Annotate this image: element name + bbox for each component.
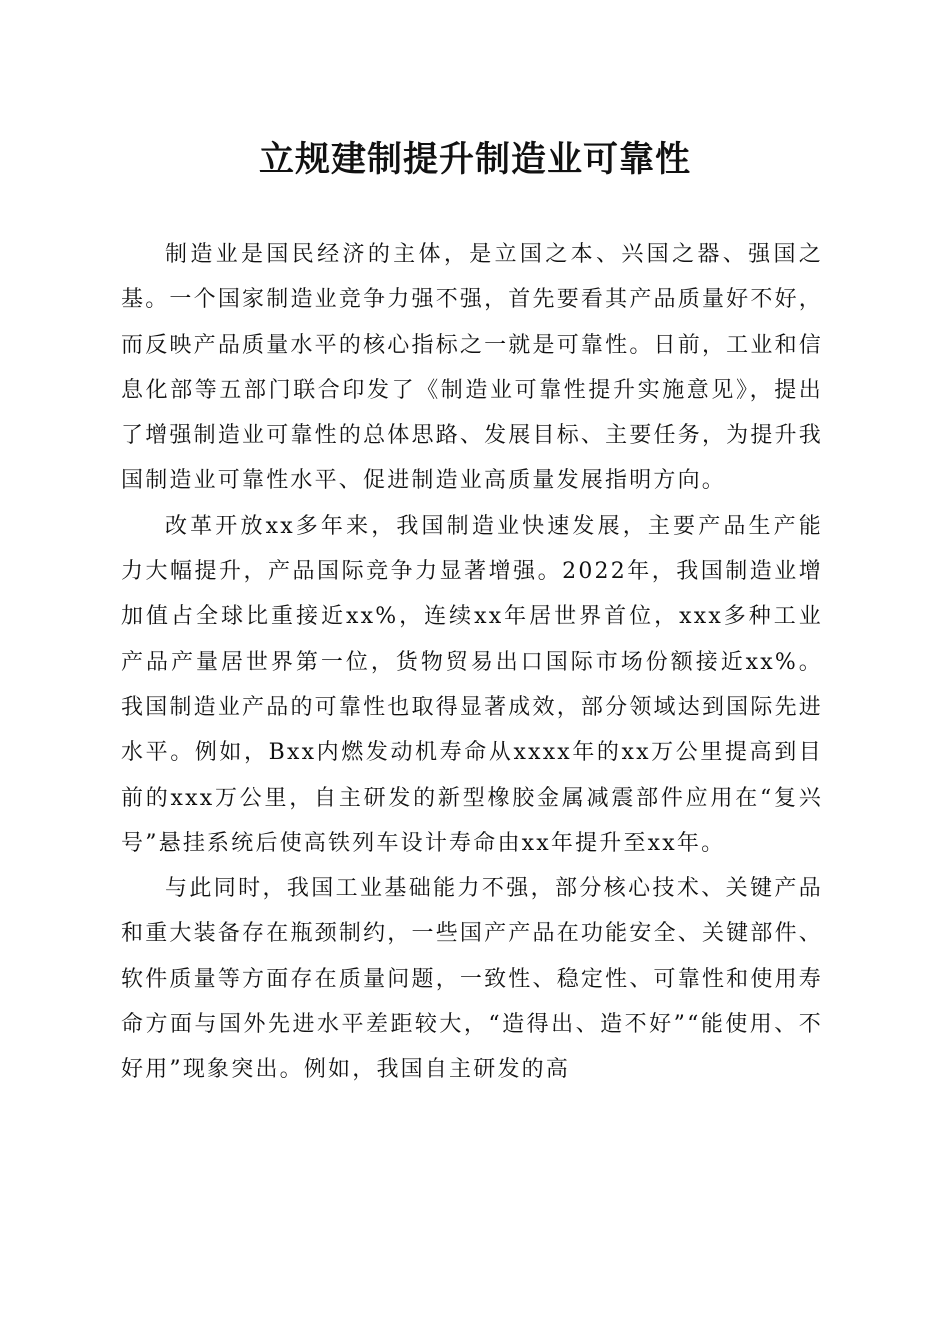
paragraph: 与此同时，我国工业基础能力不强，部分核心技术、关键产品和重大装备存在瓶颈制约，一些国产产品在功能安全、关键部件、软件质量等方面存在质量问题，一致性、稳定性、可靠性和使用寿命方面与国外先进水平差距较大，“造得出、造不好”“能使用、不好用”现象突出。例如，我国自主研发的高 — [121, 876, 823, 1083]
paragraph: 制造业是国民经济的主体，是立国之本、兴国之器、强国之基。一个国家制造业竞争力强不强，首先要看其产品质量好不好，而反映产品质量水平的核心指标之一就是可靠性。日前，工业和信息化部等五部门联合印发了《制造业可靠性提升实施意见》，提出了增强制造业可靠性的总体思路、发展目标、主要任务，为提升我国制造业可靠性水平、促进制造业高质量发展指明方向。 — [121, 242, 823, 494]
document-body — [121, 232, 823, 1093]
document-title: 立规建制提升制造业可靠性 — [258, 139, 691, 180]
paragraph: 改革开放xx多年来，我国制造业快速发展，主要产品生产能力大幅提升，产品国际竞争力显著增强。2022年，我国制造业增加值占全球比重接近xx%，连续xx年居世界首位，xxx多种工业产品产量居世界第一位，货物贸易出口国际市场份额接近xx%。我国制造业产品的可靠性也取得显著成效，部分领域达到国际先进水平。例如，Bxx内燃发动机寿命从xxxx年的xx万公里提高到目前的xxx万公里，自主研发的新型橡胶金属减震部件应用在“复兴号”悬挂系统后使高铁列车设计寿命由xx年提升至xx年。 — [121, 513, 823, 856]
